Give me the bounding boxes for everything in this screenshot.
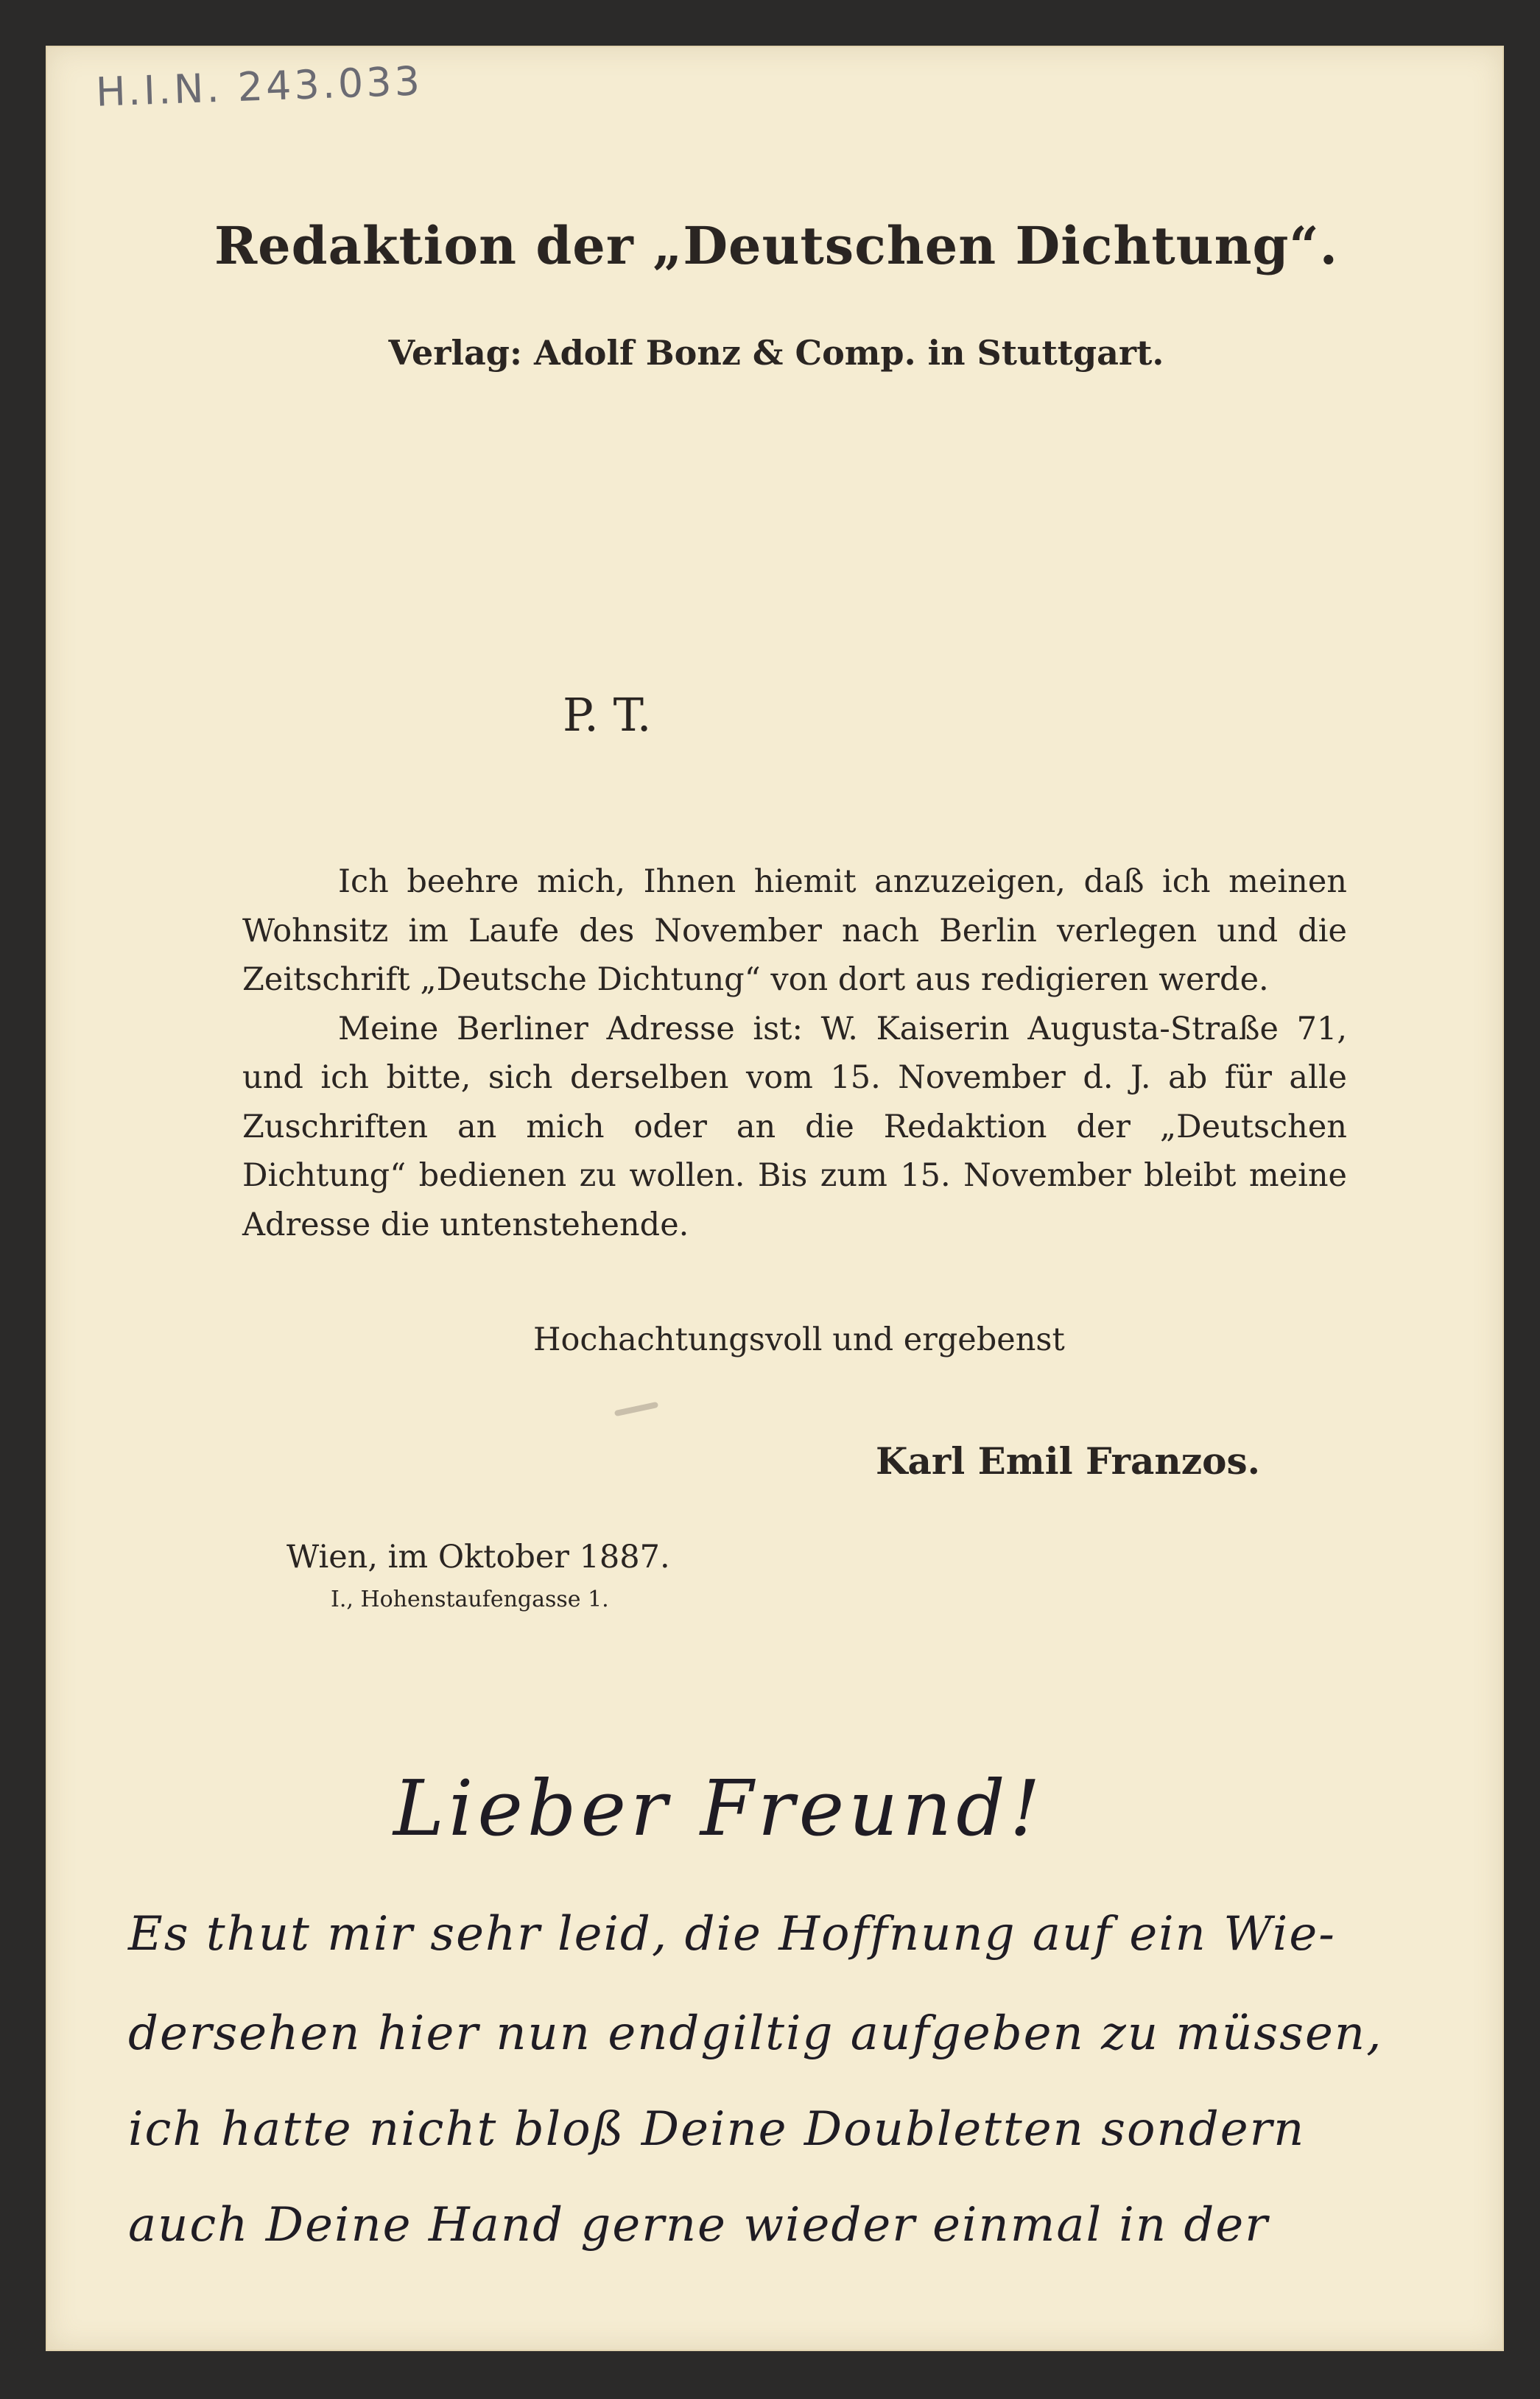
- handwritten-greeting: Lieber Freund!: [393, 1763, 1045, 1853]
- closing-line: Hochachtungsvoll und ergebenst: [533, 1321, 1065, 1358]
- masthead-publisher: Verlag: Adolf Bonz & Comp. in Stuttgart.: [388, 333, 1164, 373]
- handwritten-line: dersehen hier nun endgiltig aufgeben zu müssen,: [128, 2006, 1383, 2061]
- catalog-number: H.I.N. 243.033: [95, 57, 423, 116]
- letter-sheet: [46, 46, 1504, 2351]
- dateline: Wien, im Oktober 1887.: [286, 1539, 670, 1576]
- paper-mark: [614, 1402, 658, 1416]
- letter-body: [242, 857, 1347, 1249]
- handwritten-line: auch Deine Hand gerne wieder einmal in der: [128, 2198, 1269, 2252]
- printed-signature: Karl Emil Franzos.: [876, 1439, 1261, 1483]
- letter-paragraph-1: Ich beehre mich, Ihnen hiemit anzuzeigen, daß ich meinen Wohnsitz im Laufe des November nach Berlin verlegen und die Zeitschrift „Deutsche Dichtung“ von dort aus redigieren werde.: [242, 863, 1347, 998]
- masthead-title: Redaktion der „Deutschen Dichtung“.: [214, 215, 1339, 276]
- letter-paragraph-2: Meine Berliner Adresse ist: W. Kaiserin Augusta-Straße 71, und ich bitte, sich derselben vom 15. November d. J. ab für alle Zuschriften an mich oder an die Redaktion der „Deutschen Dichtung“ bedienen zu wollen. Bis zum 15. November bleibt meine Adresse die untenstehende.: [242, 1010, 1347, 1243]
- salutation: P. T.: [563, 688, 652, 742]
- handwritten-line: Es thut mir sehr leid, die Hoffnung auf ein Wie-: [128, 1907, 1336, 1961]
- handwritten-line: ich hatte nicht bloß Deine Doubletten sondern: [128, 2102, 1306, 2157]
- sender-address: I., Hohenstaufengasse 1.: [331, 1587, 609, 1612]
